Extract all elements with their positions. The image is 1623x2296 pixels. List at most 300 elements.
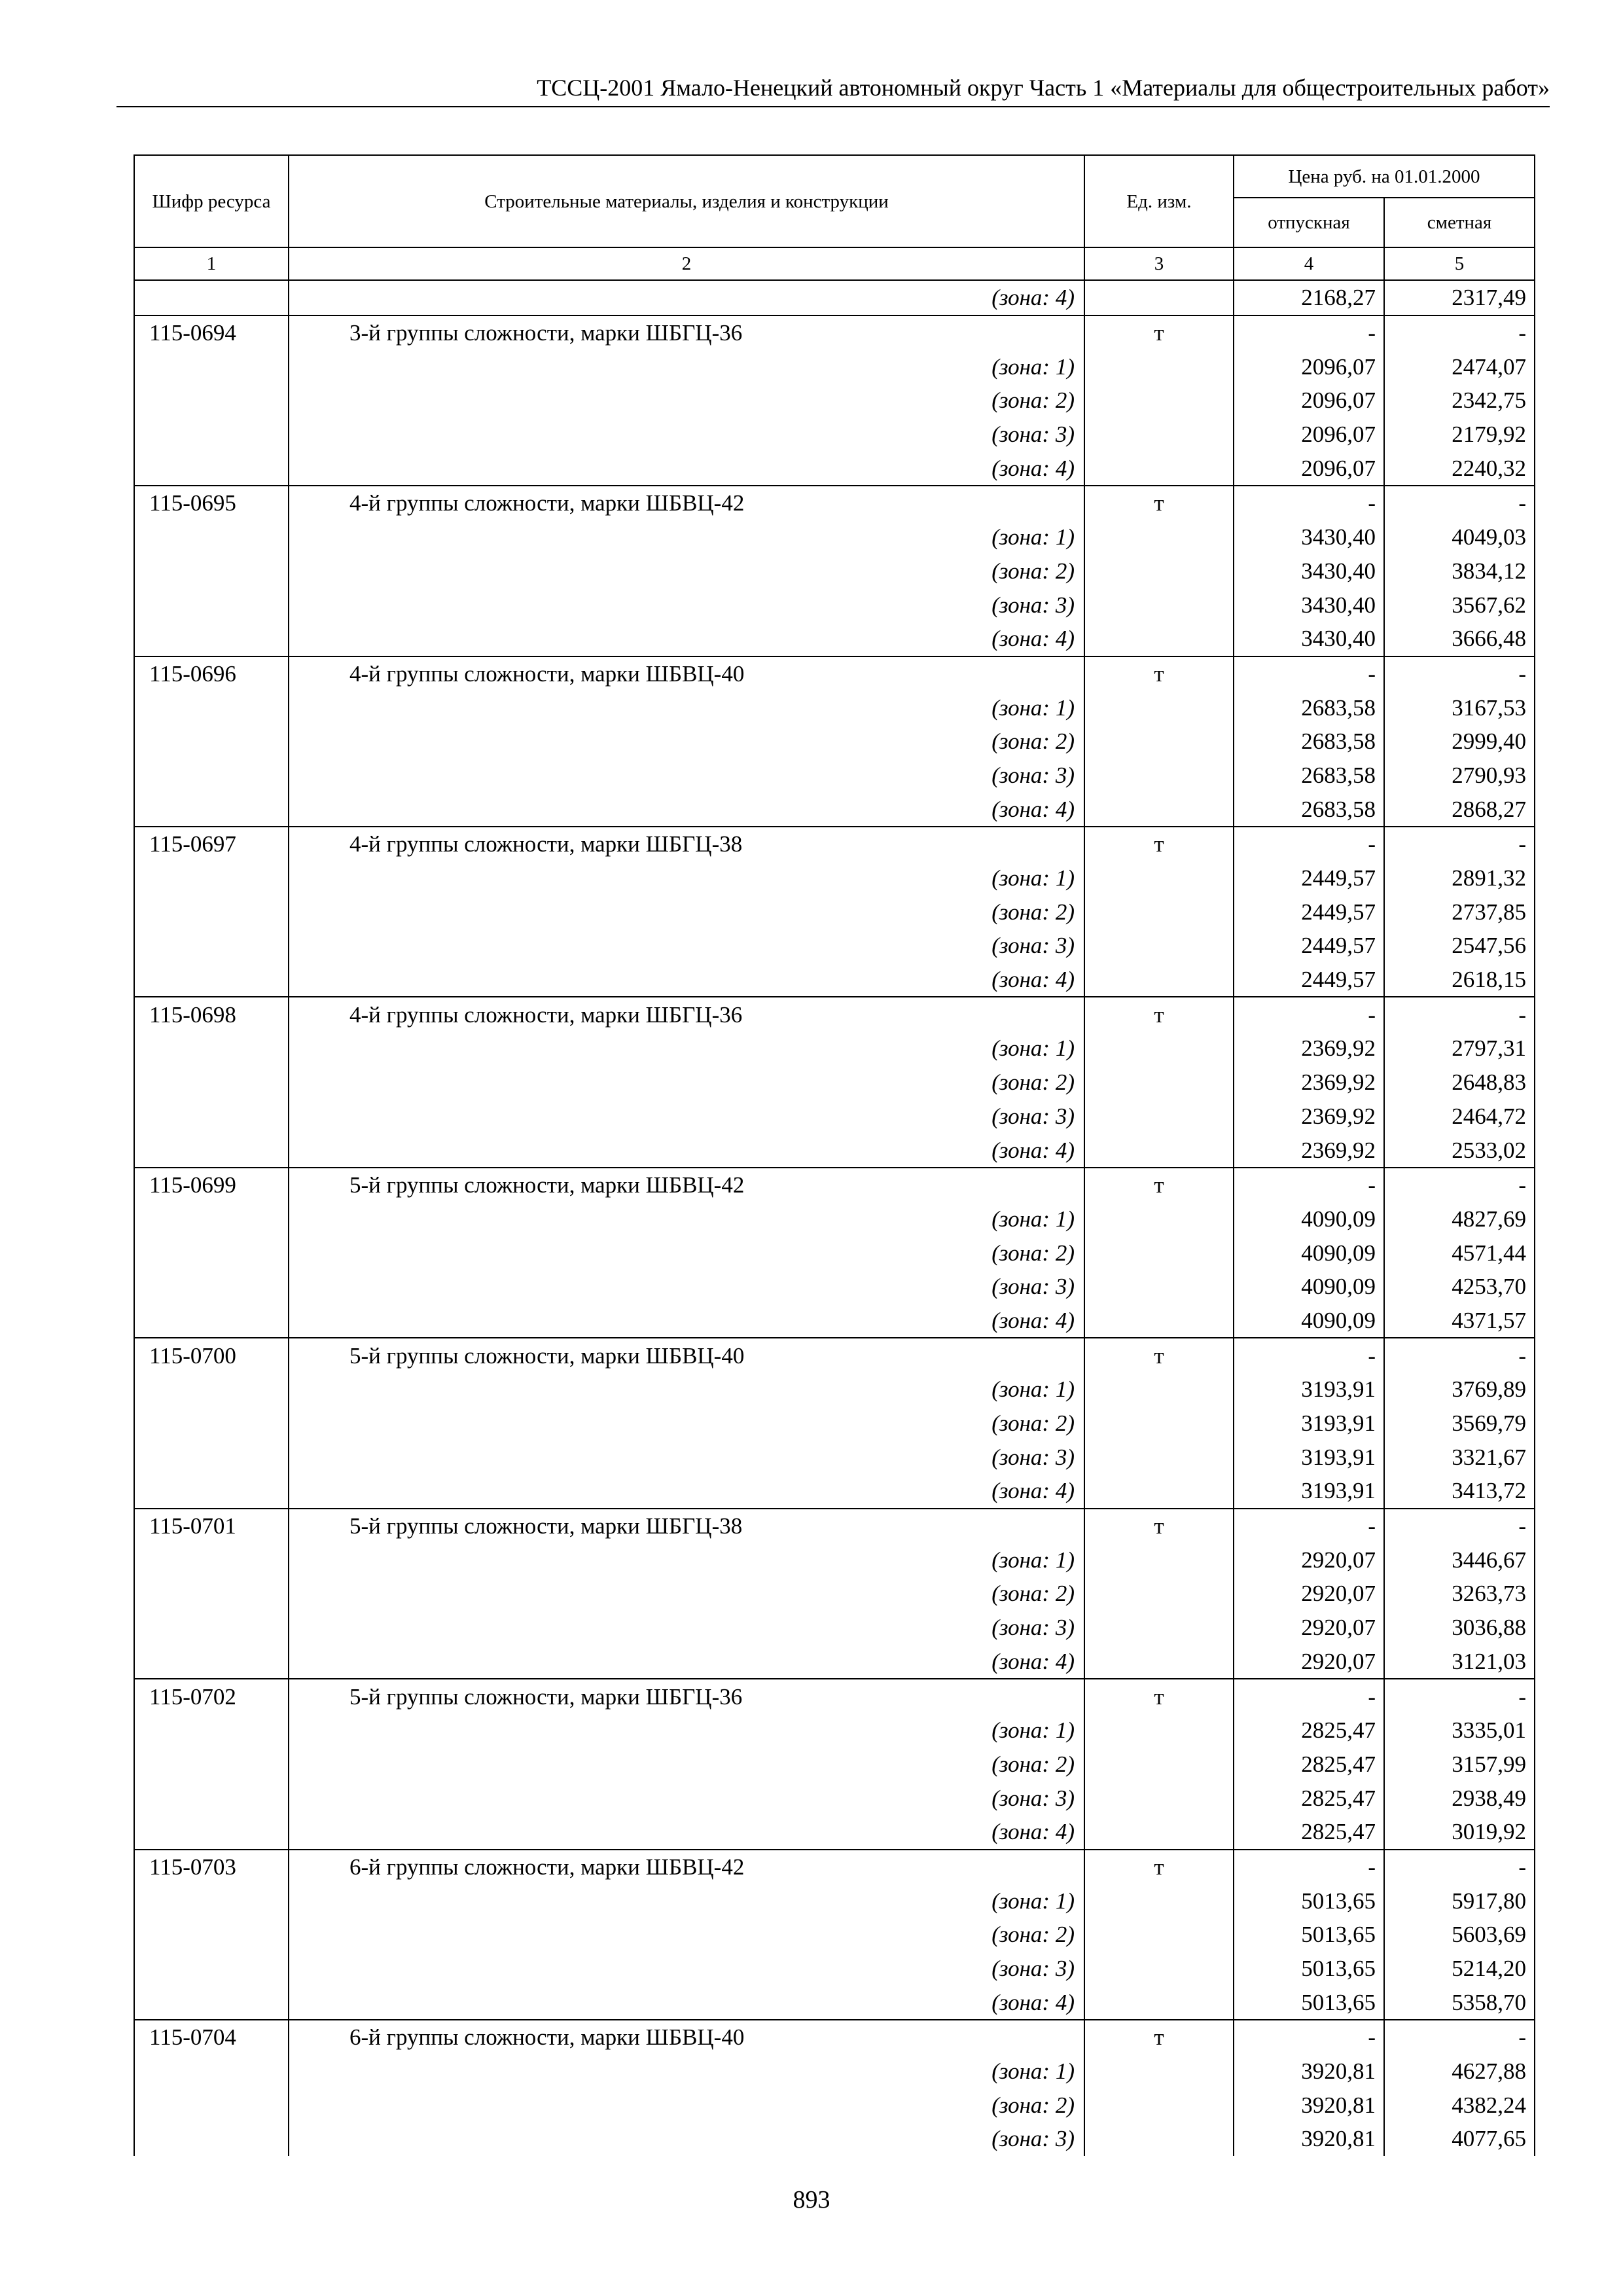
table-row [134,1066,1535,1100]
table-row [134,1236,1535,1270]
zone-label-cell: (зона: 1) [289,1713,1084,1748]
material-description-cell: 5-й группы сложности, марки ШБВЦ-40 [289,1338,1084,1372]
unit-cell [1084,1100,1234,1134]
zone-label-cell: (зона: 1) [289,691,1084,725]
release-price-cell: 2683,58 [1234,691,1384,725]
unit-cell [1084,1066,1234,1100]
unit-cell [1084,1645,1234,1679]
table-row [134,963,1535,997]
estimate-price-cell: - [1384,1168,1535,1202]
estimate-price-cell: 2317,49 [1384,280,1535,315]
zone-label-cell: (зона: 3) [289,759,1084,793]
release-price-cell: 2683,58 [1234,725,1384,759]
resource-code-cell [134,554,289,588]
release-price-cell: - [1234,486,1384,520]
table-row [134,1372,1535,1407]
release-price-cell: 2096,07 [1234,418,1384,452]
material-description-cell: 5-й группы сложности, марки ШБВЦ-42 [289,1168,1084,1202]
unit-cell: т [1084,315,1234,350]
estimate-price-cell: 3769,89 [1384,1372,1535,1407]
unit-cell [1084,622,1234,656]
header-price-group: Цена руб. на 01.01.2000 [1234,155,1535,198]
estimate-price-cell: 3413,72 [1384,1474,1535,1509]
resource-code-cell [134,861,289,895]
unit-cell [1084,520,1234,554]
table-body [134,280,1535,2156]
resource-code-cell [134,1270,289,1304]
unit-cell [1084,588,1234,622]
estimate-price-cell: 2179,92 [1384,418,1535,452]
zone-label-cell: (зона: 1) [289,350,1084,384]
resource-code-cell [134,2088,289,2122]
release-price-cell: - [1234,2020,1384,2054]
table-row [134,554,1535,588]
estimate-price-cell: 2533,02 [1384,1133,1535,1168]
estimate-price-cell: 2790,93 [1384,759,1535,793]
resource-code-cell [134,1781,289,1815]
release-price-cell: 2449,57 [1234,963,1384,997]
resource-code-cell [134,1985,289,2020]
zone-label-cell: (зона: 4) [289,280,1084,315]
unit-cell [1084,725,1234,759]
unit-cell [1084,792,1234,827]
release-price-cell: - [1234,656,1384,691]
resource-code-cell [134,1815,289,1850]
table-row [134,1407,1535,1441]
zone-label-cell: (зона: 3) [289,1781,1084,1815]
estimate-price-cell: 4827,69 [1384,1202,1535,1236]
table-row [134,1133,1535,1168]
resource-code-cell [134,2054,289,2089]
page-number: 893 [793,2186,830,2214]
table-row [134,1952,1535,1986]
release-price-cell: 2449,57 [1234,861,1384,895]
table-row [134,725,1535,759]
estimate-price-cell: 4627,88 [1384,2054,1535,2089]
release-price-cell: 2168,27 [1234,280,1384,315]
resource-code-cell [134,929,289,963]
resource-code-cell [134,792,289,827]
estimate-price-cell: - [1384,997,1535,1031]
resource-code-cell [134,759,289,793]
estimate-price-cell: 5917,80 [1384,1884,1535,1918]
release-price-cell: - [1234,1509,1384,1543]
estimate-price-cell: 4571,44 [1384,1236,1535,1270]
table-row [134,2054,1535,2089]
zone-label-cell: (зона: 4) [289,792,1084,827]
estimate-price-cell: 3446,67 [1384,1543,1535,1577]
zone-label-cell: (зона: 1) [289,520,1084,554]
release-price-cell: 3193,91 [1234,1407,1384,1441]
release-price-cell: 3430,40 [1234,520,1384,554]
release-price-cell: 2369,92 [1234,1100,1384,1134]
table-row [134,1985,1535,2020]
table-row [134,350,1535,384]
unit-cell [1084,554,1234,588]
zone-label-cell: (зона: 2) [289,2088,1084,2122]
release-price-cell: 3430,40 [1234,588,1384,622]
material-description-cell: 4-й группы сложности, марки ШБГЦ-36 [289,997,1084,1031]
unit-cell [1084,1611,1234,1645]
zone-label-cell: (зона: 2) [289,554,1084,588]
release-price-cell: 2096,07 [1234,350,1384,384]
unit-cell: т [1084,656,1234,691]
table-row [134,1748,1535,1782]
estimate-price-cell: 2868,27 [1384,792,1535,827]
zone-label-cell: (зона: 1) [289,2054,1084,2089]
zone-label-cell: (зона: 2) [289,1236,1084,1270]
resource-code-cell [134,895,289,929]
release-price-cell: 2369,92 [1234,1133,1384,1168]
zone-label-cell: (зона: 3) [289,1440,1084,1474]
zone-label-cell: (зона: 4) [289,622,1084,656]
resource-code-cell [134,588,289,622]
release-price-cell: 5013,65 [1234,1884,1384,1918]
zone-label-cell: (зона: 2) [289,1407,1084,1441]
release-price-cell: 2825,47 [1234,1781,1384,1815]
material-description-cell: 5-й группы сложности, марки ШБГЦ-36 [289,1679,1084,1713]
unit-cell [1084,418,1234,452]
table-row [134,1918,1535,1952]
estimate-price-cell: 4253,70 [1384,1270,1535,1304]
unit-cell [1084,861,1234,895]
resource-code-cell: 115-0700 [134,1338,289,1372]
resource-code-cell [134,1474,289,1509]
unit-cell [1084,2054,1234,2089]
release-price-cell: 2683,58 [1234,792,1384,827]
unit-cell [1084,2122,1234,2156]
resource-code-cell [134,451,289,486]
resource-code-cell: 115-0701 [134,1509,289,1543]
release-price-cell: 2920,07 [1234,1645,1384,1679]
estimate-price-cell: - [1384,1679,1535,1713]
unit-cell [1084,1884,1234,1918]
release-price-cell: 2096,07 [1234,451,1384,486]
column-number: 4 [1234,247,1384,280]
zone-label-cell: (зона: 1) [289,861,1084,895]
zone-label-cell: (зона: 4) [289,1133,1084,1168]
resource-code-cell [134,418,289,452]
resource-code-cell [134,1133,289,1168]
zone-label-cell: (зона: 2) [289,1577,1084,1611]
estimate-price-cell: 2737,85 [1384,895,1535,929]
column-number: 3 [1084,247,1234,280]
resource-code-cell [134,384,289,418]
estimate-price-cell: 4382,24 [1384,2088,1535,2122]
resource-code-cell [134,350,289,384]
release-price-cell: - [1234,1850,1384,1884]
release-price-cell: 4090,09 [1234,1270,1384,1304]
estimate-price-cell: 3121,03 [1384,1645,1535,1679]
estimate-price-cell: 3263,73 [1384,1577,1535,1611]
zone-label-cell: (зона: 2) [289,1918,1084,1952]
resource-code-cell: 115-0697 [134,827,289,861]
unit-cell [1084,1202,1234,1236]
resource-code-cell [134,1748,289,1782]
unit-cell [1084,1952,1234,1986]
estimate-price-cell: - [1384,1509,1535,1543]
resource-code-cell [134,1918,289,1952]
release-price-cell: 2920,07 [1234,1577,1384,1611]
estimate-price-cell: 2547,56 [1384,929,1535,963]
table-row [134,1474,1535,1509]
zone-label-cell: (зона: 2) [289,725,1084,759]
table-row [134,1543,1535,1577]
estimate-price-cell: - [1384,1338,1535,1372]
estimate-price-cell: 3321,67 [1384,1440,1535,1474]
estimate-price-cell: 5603,69 [1384,1918,1535,1952]
zone-label-cell: (зона: 3) [289,2122,1084,2156]
resource-code-cell [134,1440,289,1474]
resource-code-cell [134,1372,289,1407]
column-number-row [134,247,1535,280]
zone-label-cell: (зона: 1) [289,1884,1084,1918]
unit-cell [1084,1440,1234,1474]
table-row [134,315,1535,350]
release-price-cell: - [1234,997,1384,1031]
table-row [134,792,1535,827]
zone-label-cell: (зона: 2) [289,1748,1084,1782]
estimate-price-cell: 2938,49 [1384,1781,1535,1815]
estimate-price-cell: 3157,99 [1384,1748,1535,1782]
table-row [134,1304,1535,1338]
zone-label-cell: (зона: 3) [289,1952,1084,1986]
zone-label-cell: (зона: 1) [289,1543,1084,1577]
estimate-price-cell: 3036,88 [1384,1611,1535,1645]
table-row [134,520,1535,554]
table-row [134,861,1535,895]
unit-cell [1084,2088,1234,2122]
resource-code-cell [134,691,289,725]
material-description-cell: 3-й группы сложности, марки ШБГЦ-36 [289,315,1084,350]
resource-code-cell: 115-0703 [134,1850,289,1884]
unit-cell [1084,1577,1234,1611]
release-price-cell: 4090,09 [1234,1202,1384,1236]
header-release-price: отпускная [1234,198,1384,247]
release-price-cell: - [1234,1679,1384,1713]
release-price-cell: 2369,92 [1234,1031,1384,1066]
unit-cell [1084,1031,1234,1066]
zone-label-cell: (зона: 4) [289,1985,1084,2020]
unit-cell [1084,963,1234,997]
table-row [134,2020,1535,2054]
estimate-price-cell: 4077,65 [1384,2122,1535,2156]
material-description-cell: 6-й группы сложности, марки ШБВЦ-40 [289,2020,1084,2054]
unit-cell [1084,1748,1234,1782]
release-price-cell: 5013,65 [1234,1985,1384,2020]
table-row [134,2088,1535,2122]
resource-code-cell [134,1884,289,1918]
table-row [134,1031,1535,1066]
table-row [134,418,1535,452]
release-price-cell: 2449,57 [1234,929,1384,963]
material-description-cell: 5-й группы сложности, марки ШБГЦ-38 [289,1509,1084,1543]
unit-cell [1084,929,1234,963]
release-price-cell: 2825,47 [1234,1748,1384,1782]
release-price-cell: 5013,65 [1234,1918,1384,1952]
release-price-cell: 2096,07 [1234,384,1384,418]
table-row [134,280,1535,315]
running-header: ТССЦ-2001 Ямало-Ненецкий автономный округ Часть 1 «Материалы для общестроительных работ» [116,73,1550,107]
material-description-cell: 4-й группы сложности, марки ШБВЦ-42 [289,486,1084,520]
estimate-price-cell: 4371,57 [1384,1304,1535,1338]
resource-code-cell [134,520,289,554]
table-row [134,929,1535,963]
unit-cell: т [1084,1509,1234,1543]
estimate-price-cell: 3335,01 [1384,1713,1535,1748]
column-number: 1 [134,247,289,280]
estimate-price-cell: - [1384,827,1535,861]
resource-code-cell [134,1577,289,1611]
zone-label-cell: (зона: 3) [289,1100,1084,1134]
release-price-cell: 3430,40 [1234,554,1384,588]
table-row [134,1270,1535,1304]
release-price-cell: 3920,81 [1234,2054,1384,2089]
resource-code-cell [134,1713,289,1748]
unit-cell [1084,1985,1234,2020]
zone-label-cell: (зона: 4) [289,963,1084,997]
resource-code-cell [134,280,289,315]
resource-code-cell [134,963,289,997]
release-price-cell: 2683,58 [1234,759,1384,793]
unit-cell [1084,350,1234,384]
header-unit: Ед. изм. [1084,155,1234,247]
table-row [134,2122,1535,2156]
table-row [134,1440,1535,1474]
table-row [134,1713,1535,1748]
estimate-price-cell: 5214,20 [1384,1952,1535,1986]
table-row [134,1850,1535,1884]
release-price-cell: 5013,65 [1234,1952,1384,1986]
table-row [134,1815,1535,1850]
table-row [134,451,1535,486]
zone-label-cell: (зона: 1) [289,1372,1084,1407]
unit-cell [1084,1407,1234,1441]
estimate-price-cell: 3167,53 [1384,691,1535,725]
unit-cell: т [1084,2020,1234,2054]
material-description-cell: 4-й группы сложности, марки ШБВЦ-40 [289,656,1084,691]
table-row [134,588,1535,622]
resource-code-cell [134,1543,289,1577]
unit-cell: т [1084,827,1234,861]
estimate-price-cell: 5358,70 [1384,1985,1535,2020]
zone-label-cell: (зона: 3) [289,929,1084,963]
release-price-cell: 2920,07 [1234,1543,1384,1577]
table-row [134,1781,1535,1815]
estimate-price-cell: - [1384,2020,1535,2054]
table-row [134,1168,1535,1202]
estimate-price-cell: - [1384,486,1535,520]
estimate-price-cell: - [1384,656,1535,691]
price-table [134,154,1535,2156]
release-price-cell: - [1234,827,1384,861]
table-row [134,997,1535,1031]
zone-label-cell: (зона: 3) [289,588,1084,622]
unit-cell [1084,691,1234,725]
zone-label-cell: (зона: 4) [289,1645,1084,1679]
header-estimate-price: сметная [1384,198,1535,247]
table-row [134,1202,1535,1236]
resource-code-cell [134,1236,289,1270]
estimate-price-cell: 3567,62 [1384,588,1535,622]
release-price-cell: 2825,47 [1234,1713,1384,1748]
resource-code-cell [134,2122,289,2156]
zone-label-cell: (зона: 4) [289,1304,1084,1338]
table-row [134,691,1535,725]
unit-cell [1084,1133,1234,1168]
unit-cell [1084,1815,1234,1850]
unit-cell [1084,384,1234,418]
unit-cell: т [1084,1850,1234,1884]
table-row [134,1679,1535,1713]
table-row [134,895,1535,929]
estimate-price-cell: 2999,40 [1384,725,1535,759]
table-row [134,1338,1535,1372]
release-price-cell: 3193,91 [1234,1474,1384,1509]
release-price-cell: 2449,57 [1234,895,1384,929]
resource-code-cell [134,1611,289,1645]
unit-cell [1084,1474,1234,1509]
estimate-price-cell: 4049,03 [1384,520,1535,554]
zone-label-cell: (зона: 2) [289,1066,1084,1100]
release-price-cell: 3920,81 [1234,2122,1384,2156]
resource-code-cell: 115-0695 [134,486,289,520]
release-price-cell: 2369,92 [1234,1066,1384,1100]
release-price-cell: 2825,47 [1234,1815,1384,1850]
table-row [134,384,1535,418]
release-price-cell: 3430,40 [1234,622,1384,656]
unit-cell [1084,1270,1234,1304]
zone-label-cell: (зона: 4) [289,451,1084,486]
resource-code-cell [134,1202,289,1236]
unit-cell [1084,280,1234,315]
table-row [134,1611,1535,1645]
estimate-price-cell: 2648,83 [1384,1066,1535,1100]
estimate-price-cell: 2618,15 [1384,963,1535,997]
zone-label-cell: (зона: 1) [289,1202,1084,1236]
table-row [134,486,1535,520]
release-price-cell: 2920,07 [1234,1611,1384,1645]
material-description-cell: 6-й группы сложности, марки ШБВЦ-42 [289,1850,1084,1884]
resource-code-cell [134,1066,289,1100]
resource-code-cell: 115-0694 [134,315,289,350]
resource-code-cell [134,1952,289,1986]
table-row [134,622,1535,656]
unit-cell [1084,1543,1234,1577]
table-row [134,1100,1535,1134]
unit-cell: т [1084,486,1234,520]
release-price-cell: 3920,81 [1234,2088,1384,2122]
unit-cell [1084,1304,1234,1338]
resource-code-cell: 115-0699 [134,1168,289,1202]
resource-code-cell: 115-0702 [134,1679,289,1713]
estimate-price-cell: 3834,12 [1384,554,1535,588]
unit-cell: т [1084,1679,1234,1713]
estimate-price-cell: 2342,75 [1384,384,1535,418]
release-price-cell: 3193,91 [1234,1440,1384,1474]
table-row [134,656,1535,691]
release-price-cell: 4090,09 [1234,1236,1384,1270]
zone-label-cell: (зона: 3) [289,1270,1084,1304]
zone-label-cell: (зона: 4) [289,1815,1084,1850]
header-code: Шифр ресурса [134,155,289,247]
release-price-cell: - [1234,1168,1384,1202]
zone-label-cell: (зона: 1) [289,1031,1084,1066]
estimate-price-cell: - [1384,1850,1535,1884]
resource-code-cell [134,1645,289,1679]
unit-cell [1084,1713,1234,1748]
zone-label-cell: (зона: 2) [289,895,1084,929]
